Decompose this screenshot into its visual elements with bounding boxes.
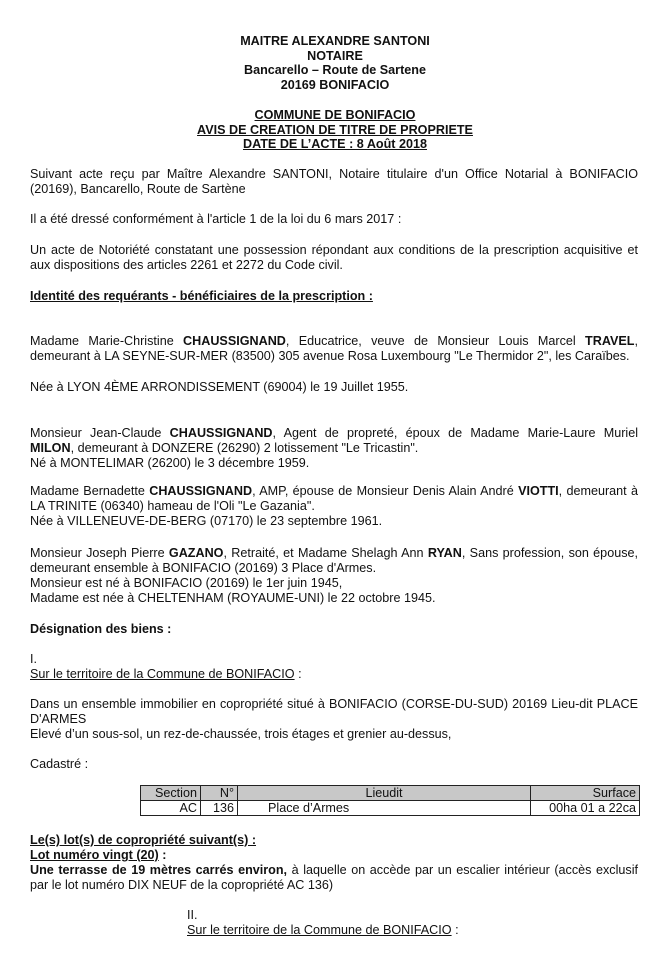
notary-title: NOTAIRE: [307, 48, 363, 63]
intro-paragraph-2: Il a été dressé conformément à l'article 1 de la loi du 6 mars 2017 :: [30, 212, 402, 226]
person-2: Monsieur Jean-Claude CHAUSSIGNAND, Agent de propreté, époux de Madame Marie-Laure Muriel MILON, demeurant à DONZERE (26290) 2 lotissement "Le Tricastin".: [30, 426, 638, 455]
notary-name: MAITRE ALEXANDRE SANTONI: [240, 34, 430, 48]
designation-heading: Désignation des biens :: [30, 622, 172, 636]
person-4-birth: Monsieur est né à BONIFACIO (20169) le 1er juin 1945,: [30, 576, 343, 590]
person-1: Madame Marie-Christine CHAUSSIGNAND, Educatrice, veuve de Monsieur Louis Marcel TRAVEL, demeurant à LA SEYNE-SUR-MER (83500) 305 avenue Rosa Luxembourg "Le Thermidor 2", les Caraïbes.: [30, 334, 638, 363]
property-description: Dans un ensemble immobilier en copropriété situé à BONIFACIO (CORSE-DU-SUD) 20169 Lieu-dit PLACE D'ARMES: [30, 697, 638, 726]
notice-title: AVIS DE CREATION DE TITRE DE PROPRIETE: [197, 122, 473, 137]
intro-paragraph-3: Un acte de Notoriété constatant une possession répondant aux conditions de la prescription acquisitive et aux dispositions des articles 2261 et 2272 du Code civil.: [30, 243, 638, 272]
person-4: Monsieur Joseph Pierre GAZANO, Retraité, et Madame Shelagh Ann RYAN, Sans profession, son épouse, demeurant ensemble à BONIFACIO (20169) 3 Place d'Armes.: [30, 546, 638, 575]
cell-number: 136: [201, 801, 238, 816]
header-number: N°: [201, 786, 238, 801]
cadastre-label: Cadastré :: [30, 757, 89, 771]
lots-heading: Le(s) lot(s) de copropriété suivant(s) :: [30, 833, 257, 847]
person-2-birth: Né à MONTELIMAR (26200) le 3 décembre 1959.: [30, 456, 310, 470]
identity-heading: Identité des requérants - bénéficiaires de la prescription :: [30, 289, 373, 303]
person-3-birth: Née à VILLENEUVE-DE-BERG (07170) le 23 septembre 1961.: [30, 514, 383, 528]
cell-section: AC: [141, 801, 201, 816]
part-1-territory: Sur le territoire de la Commune de BONIFACIO :: [30, 667, 302, 681]
header-lieudit: Lieudit: [238, 786, 531, 801]
lot-description: Une terrasse de 19 mètres carrés environ, à laquelle on accède par un escalier intérieur (accès exclusif par le lot numéro DIX NEUF de la copropriété AC 136): [30, 863, 639, 892]
notary-address: Bancarello – Route de Sartene: [244, 63, 426, 77]
table-row: [141, 801, 640, 816]
person-3: Madame Bernadette CHAUSSIGNAND, AMP, épouse de Monsieur Denis Alain André VIOTTI, demeurant à LA TRINITE (06340) hameau de l'Oli "Le Gazania".: [30, 484, 638, 513]
person-4-birth-2: Madame est née à CHELTENHAM (ROYAUME-UNI) le 22 octobre 1945.: [30, 591, 436, 605]
intro-paragraph-1: Suivant acte reçu par Maître Alexandre SANTONI, Notaire titulaire d'un Office Notarial à BONIFACIO (20169), Bancarello, Route de Sartène: [30, 167, 638, 196]
building-description: Elevé d’un sous-sol, un rez-de-chaussée, trois étages et grenier au-dessus,: [30, 727, 452, 741]
surname: CHAUSSIGNAND: [169, 426, 273, 440]
document-title: [0, 108, 670, 152]
cell-surface: 00ha 01 a 22ca: [531, 801, 640, 816]
surname: CHAUSSIGNAND: [149, 484, 253, 498]
act-date: DATE DE L’ACTE : 8 Août 2018: [242, 137, 428, 151]
person-1-birth: Née à LYON 4ÈME ARRONDISSEMENT (69004) le 19 Juillet 1955.: [30, 380, 409, 394]
lot-title: Lot numéro vingt (20) :: [30, 848, 167, 862]
part-2-territory: Sur le territoire de la Commune de BONIFACIO :: [187, 923, 459, 937]
surname: GAZANO: [168, 546, 224, 560]
spouse-surname: RYAN: [427, 546, 462, 560]
part-2-number: II.: [187, 908, 198, 922]
spouse-surname: VIOTTI: [518, 484, 559, 498]
table-header-row: [141, 786, 640, 801]
spouse-surname: MILON: [30, 441, 71, 455]
surname: CHAUSSIGNAND: [183, 334, 286, 348]
commune-title: COMMUNE DE BONIFACIO: [254, 108, 416, 122]
header-section: Section: [141, 786, 201, 801]
notary-header: [0, 34, 670, 92]
spouse-surname: TRAVEL: [585, 334, 635, 348]
cadastre-table: [140, 785, 640, 816]
notary-city: 20169 BONIFACIO: [280, 77, 390, 92]
part-1-number: I.: [30, 652, 37, 666]
header-surface: Surface: [531, 786, 640, 801]
cell-lieudit: Place d’Armes: [238, 801, 531, 816]
